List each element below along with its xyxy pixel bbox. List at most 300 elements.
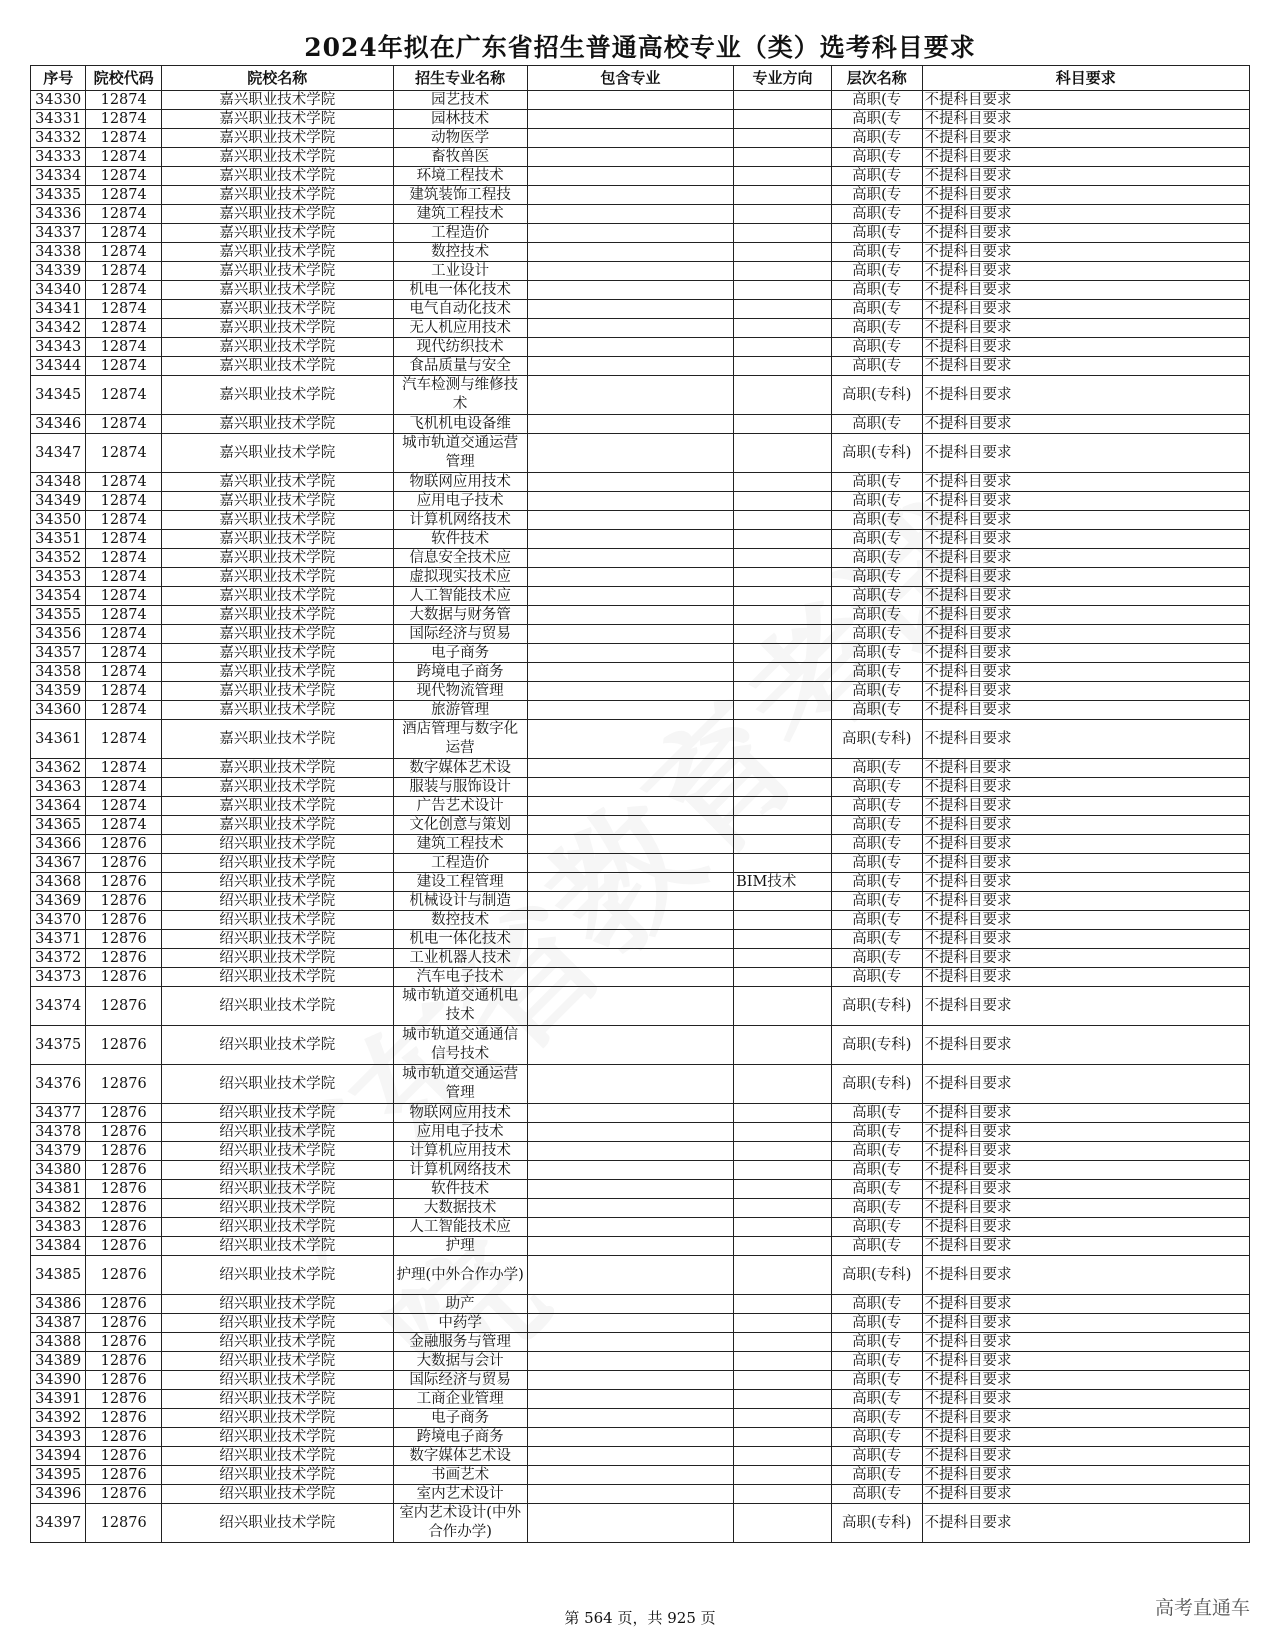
school-code-cell: 12874 [86,224,162,243]
seq-cell: 34350 [31,511,86,530]
level-cell: 高职(专 [831,129,922,148]
included-majors-cell [527,1199,734,1218]
seq-cell: 34386 [31,1295,86,1314]
table-row [31,587,1250,606]
level-cell: 高职(专 [831,930,922,949]
major-name-cell: 大数据与财务管 [393,606,527,625]
major-direction-cell [734,1466,832,1485]
level-cell: 高职(专 [831,873,922,892]
major-name-cell: 跨境电子商务 [393,663,527,682]
school-name-cell: 绍兴职业技术学院 [161,1333,393,1352]
level-cell: 高职(专 [831,110,922,129]
school-code-cell: 12874 [86,492,162,511]
school-name-cell: 绍兴职业技术学院 [161,1428,393,1447]
included-majors-cell [527,1390,734,1409]
school-name-cell: 绍兴职业技术学院 [161,1352,393,1371]
major-direction-cell [734,1333,832,1352]
seq-cell: 34348 [31,473,86,492]
header-major-name: 招生专业名称 [393,66,527,91]
major-direction-cell [734,110,832,129]
subject-requirements-cell: 不提科目要求 [922,606,1249,625]
major-direction-cell [734,91,832,110]
included-majors-cell [527,949,734,968]
seq-cell: 34393 [31,1428,86,1447]
school-name-cell: 嘉兴职业技术学院 [161,492,393,511]
major-direction-cell: BIM技术 [734,873,832,892]
included-majors-cell [527,1026,734,1065]
table-row [31,892,1250,911]
table-row [31,1142,1250,1161]
school-code-cell: 12876 [86,1390,162,1409]
included-majors-cell [527,816,734,835]
school-code-cell: 12876 [86,1199,162,1218]
included-majors-cell [527,701,734,720]
included-majors-cell [527,930,734,949]
school-code-cell: 12874 [86,625,162,644]
level-cell: 高职(专 [831,511,922,530]
included-majors-cell [527,644,734,663]
major-name-cell: 汽车检测与维修技术 [393,376,527,415]
seq-cell: 34390 [31,1371,86,1390]
table-row [31,1447,1250,1466]
subject-requirements-cell: 不提科目要求 [922,129,1249,148]
included-majors-cell [527,1428,734,1447]
major-name-cell: 工业机器人技术 [393,949,527,968]
table-row [31,357,1250,376]
school-code-cell: 12876 [86,854,162,873]
school-name-cell: 绍兴职业技术学院 [161,911,393,930]
included-majors-cell [527,1485,734,1504]
seq-cell: 34395 [31,1466,86,1485]
included-majors-cell [527,357,734,376]
table-row [31,1409,1250,1428]
subject-requirements-cell: 不提科目要求 [922,1104,1249,1123]
major-direction-cell [734,148,832,167]
school-code-cell: 12876 [86,1409,162,1428]
level-cell: 高职(专 [831,1485,922,1504]
level-cell: 高职(专 [831,892,922,911]
school-code-cell: 12876 [86,1065,162,1104]
level-cell: 高职(专科) [831,1256,922,1295]
included-majors-cell [527,1161,734,1180]
seq-cell: 34351 [31,530,86,549]
subject-requirements-cell: 不提科目要求 [922,1352,1249,1371]
school-name-cell: 嘉兴职业技术学院 [161,778,393,797]
level-cell: 高职(专 [831,1390,922,1409]
school-name-cell: 嘉兴职业技术学院 [161,625,393,644]
table-row [31,319,1250,338]
subject-requirements-cell: 不提科目要求 [922,300,1249,319]
school-name-cell: 嘉兴职业技术学院 [161,701,393,720]
major-direction-cell [734,682,832,701]
level-cell: 高职(专 [831,1237,922,1256]
school-name-cell: 绍兴职业技术学院 [161,1295,393,1314]
subject-requirements-cell: 不提科目要求 [922,682,1249,701]
major-name-cell: 建设工程管理 [393,873,527,892]
major-name-cell: 城市轨道交通运营管理 [393,1065,527,1104]
included-majors-cell [527,1447,734,1466]
major-name-cell: 机电一体化技术 [393,930,527,949]
school-name-cell: 嘉兴职业技术学院 [161,682,393,701]
seq-cell: 34339 [31,262,86,281]
level-cell: 高职(专 [831,968,922,987]
seq-cell: 34356 [31,625,86,644]
subject-requirements-cell: 不提科目要求 [922,625,1249,644]
included-majors-cell [527,1504,734,1543]
subject-requirements-cell: 不提科目要求 [922,148,1249,167]
school-code-cell: 12874 [86,243,162,262]
subject-requirements-cell: 不提科目要求 [922,281,1249,300]
level-cell: 高职(专 [831,644,922,663]
subject-requirements-cell: 不提科目要求 [922,1428,1249,1447]
major-direction-cell [734,949,832,968]
major-name-cell: 建筑装饰工程技 [393,186,527,205]
level-cell: 高职(专 [831,835,922,854]
subject-requirements-cell: 不提科目要求 [922,91,1249,110]
table-row [31,110,1250,129]
level-cell: 高职(专科) [831,1504,922,1543]
major-direction-cell [734,492,832,511]
major-name-cell: 室内艺术设计(中外合作办学) [393,1504,527,1543]
seq-cell: 34330 [31,91,86,110]
included-majors-cell [527,720,734,759]
seq-cell: 34364 [31,797,86,816]
level-cell: 高职(专 [831,606,922,625]
level-cell: 高职(专 [831,300,922,319]
major-name-cell: 食品质量与安全 [393,357,527,376]
seq-cell: 34394 [31,1447,86,1466]
subject-requirements-cell: 不提科目要求 [922,644,1249,663]
school-code-cell: 12874 [86,549,162,568]
subject-requirements-cell: 不提科目要求 [922,663,1249,682]
subject-requirements-cell: 不提科目要求 [922,778,1249,797]
school-code-cell: 12876 [86,968,162,987]
school-code-cell: 12874 [86,167,162,186]
table-row [31,281,1250,300]
seq-cell: 34346 [31,415,86,434]
school-code-cell: 12876 [86,1371,162,1390]
level-cell: 高职(专 [831,415,922,434]
major-name-cell: 广告艺术设计 [393,797,527,816]
major-direction-cell [734,1295,832,1314]
seq-cell: 34335 [31,186,86,205]
major-name-cell: 机电一体化技术 [393,281,527,300]
major-name-cell: 国际经济与贸易 [393,625,527,644]
school-code-cell: 12874 [86,357,162,376]
table-row [31,1390,1250,1409]
table-row [31,1218,1250,1237]
seq-cell: 34381 [31,1180,86,1199]
school-name-cell: 嘉兴职业技术学院 [161,243,393,262]
included-majors-cell [527,1180,734,1199]
table-row [31,625,1250,644]
included-majors-cell [527,281,734,300]
school-name-cell: 嘉兴职业技术学院 [161,186,393,205]
level-cell: 高职(专 [831,262,922,281]
major-name-cell: 工业设计 [393,262,527,281]
major-direction-cell [734,625,832,644]
level-cell: 高职(专 [831,338,922,357]
school-code-cell: 12876 [86,1352,162,1371]
seq-cell: 34372 [31,949,86,968]
major-name-cell: 电气自动化技术 [393,300,527,319]
level-cell: 高职(专 [831,816,922,835]
subject-requirements-cell: 不提科目要求 [922,720,1249,759]
subject-requirements-cell: 不提科目要求 [922,1485,1249,1504]
major-direction-cell [734,759,832,778]
seq-cell: 34341 [31,300,86,319]
seq-cell: 34371 [31,930,86,949]
major-name-cell: 计算机应用技术 [393,1142,527,1161]
major-name-cell: 金融服务与管理 [393,1333,527,1352]
subject-requirements-cell: 不提科目要求 [922,873,1249,892]
school-code-cell: 12876 [86,1314,162,1333]
included-majors-cell [527,911,734,930]
included-majors-cell [527,434,734,473]
school-code-cell: 12876 [86,1161,162,1180]
level-cell: 高职(专 [831,682,922,701]
seq-cell: 34370 [31,911,86,930]
school-code-cell: 12876 [86,1485,162,1504]
major-name-cell: 汽车电子技术 [393,968,527,987]
major-name-cell: 建筑工程技术 [393,205,527,224]
level-cell: 高职(专 [831,663,922,682]
major-direction-cell [734,968,832,987]
level-cell: 高职(专 [831,625,922,644]
seq-cell: 34355 [31,606,86,625]
subject-requirements-cell: 不提科目要求 [922,1123,1249,1142]
table-header-row [31,66,1250,91]
included-majors-cell [527,473,734,492]
level-cell: 高职(专 [831,530,922,549]
included-majors-cell [527,549,734,568]
major-direction-cell [734,357,832,376]
page-title: 2024年拟在广东省招生普通高校专业（类）选考科目要求 [304,33,976,62]
subject-requirements-cell: 不提科目要求 [922,243,1249,262]
table-row [31,854,1250,873]
school-name-cell: 绍兴职业技术学院 [161,835,393,854]
included-majors-cell [527,319,734,338]
school-name-cell: 嘉兴职业技术学院 [161,319,393,338]
school-name-cell: 嘉兴职业技术学院 [161,587,393,606]
subject-requirements-cell: 不提科目要求 [922,930,1249,949]
header-subject-requirements: 科目要求 [922,66,1249,91]
major-direction-cell [734,205,832,224]
level-cell: 高职(专 [831,473,922,492]
school-code-cell: 12876 [86,1447,162,1466]
major-direction-cell [734,1104,832,1123]
seq-cell: 34383 [31,1218,86,1237]
seq-cell: 34334 [31,167,86,186]
table-row [31,129,1250,148]
header-level: 层次名称 [831,66,922,91]
level-cell: 高职(专 [831,797,922,816]
included-majors-cell [527,243,734,262]
major-direction-cell [734,1504,832,1543]
subject-requirements-cell: 不提科目要求 [922,473,1249,492]
table-row [31,720,1250,759]
major-direction-cell [734,1218,832,1237]
seq-cell: 34376 [31,1065,86,1104]
table-row [31,492,1250,511]
school-code-cell: 12874 [86,281,162,300]
included-majors-cell [527,1123,734,1142]
seq-cell: 34391 [31,1390,86,1409]
included-majors-cell [527,300,734,319]
included-majors-cell [527,1333,734,1352]
table-row [31,911,1250,930]
seq-cell: 34374 [31,987,86,1026]
school-code-cell: 12876 [86,1180,162,1199]
included-majors-cell [527,682,734,701]
school-code-cell: 12876 [86,949,162,968]
table-row [31,186,1250,205]
major-name-cell: 服装与服饰设计 [393,778,527,797]
seq-cell: 34352 [31,549,86,568]
school-name-cell: 嘉兴职业技术学院 [161,357,393,376]
subject-requirements-cell: 不提科目要求 [922,759,1249,778]
subject-requirements-cell: 不提科目要求 [922,568,1249,587]
major-name-cell: 物联网应用技术 [393,1104,527,1123]
major-direction-cell [734,797,832,816]
school-code-cell: 12874 [86,797,162,816]
subject-requirements-cell: 不提科目要求 [922,1409,1249,1428]
seq-cell: 34354 [31,587,86,606]
table-row [31,243,1250,262]
major-name-cell: 工程造价 [393,854,527,873]
school-code-cell: 12876 [86,1256,162,1295]
subject-requirements-cell: 不提科目要求 [922,376,1249,415]
included-majors-cell [527,1218,734,1237]
included-majors-cell [527,376,734,415]
school-name-cell: 嘉兴职业技术学院 [161,549,393,568]
major-direction-cell [734,1123,832,1142]
major-direction-cell [734,338,832,357]
table-row [31,1352,1250,1371]
school-code-cell: 12876 [86,911,162,930]
table-row [31,1466,1250,1485]
seq-cell: 34385 [31,1256,86,1295]
included-majors-cell [527,1104,734,1123]
included-majors-cell [527,530,734,549]
school-name-cell: 嘉兴职业技术学院 [161,281,393,300]
major-name-cell: 城市轨道交通运营管理 [393,434,527,473]
major-name-cell: 工程造价 [393,224,527,243]
major-name-cell: 中药学 [393,1314,527,1333]
seq-cell: 34359 [31,682,86,701]
table-row [31,1180,1250,1199]
header-seq: 序号 [31,66,86,91]
school-name-cell: 绍兴职业技术学院 [161,1065,393,1104]
table-row [31,1428,1250,1447]
level-cell: 高职(专 [831,167,922,186]
school-code-cell: 12876 [86,1104,162,1123]
school-name-cell: 绍兴职业技术学院 [161,892,393,911]
level-cell: 高职(专 [831,949,922,968]
school-name-cell: 绍兴职业技术学院 [161,1104,393,1123]
school-code-cell: 12874 [86,720,162,759]
school-code-cell: 12874 [86,319,162,338]
major-direction-cell [734,987,832,1026]
major-direction-cell [734,1180,832,1199]
seq-cell: 34377 [31,1104,86,1123]
seq-cell: 34366 [31,835,86,854]
seq-cell: 34353 [31,568,86,587]
level-cell: 高职(专 [831,1161,922,1180]
school-code-cell: 12876 [86,1026,162,1065]
seq-cell: 34365 [31,816,86,835]
major-direction-cell [734,606,832,625]
included-majors-cell [527,625,734,644]
level-cell: 高职(专科) [831,434,922,473]
table-row [31,987,1250,1026]
seq-cell: 34368 [31,873,86,892]
major-direction-cell [734,1314,832,1333]
school-name-cell: 嘉兴职业技术学院 [161,816,393,835]
major-direction-cell [734,376,832,415]
major-name-cell: 应用电子技术 [393,1123,527,1142]
seq-cell: 34389 [31,1352,86,1371]
seq-cell: 34384 [31,1237,86,1256]
included-majors-cell [527,778,734,797]
major-name-cell: 大数据与会计 [393,1352,527,1371]
school-name-cell: 嘉兴职业技术学院 [161,300,393,319]
major-name-cell: 园艺技术 [393,91,527,110]
subject-requirements-cell: 不提科目要求 [922,1295,1249,1314]
table-row [31,873,1250,892]
school-name-cell: 嘉兴职业技术学院 [161,110,393,129]
subject-requirements-cell: 不提科目要求 [922,1142,1249,1161]
major-name-cell: 建筑工程技术 [393,835,527,854]
seq-cell: 34387 [31,1314,86,1333]
school-name-cell: 嘉兴职业技术学院 [161,434,393,473]
subject-requirements-cell: 不提科目要求 [922,186,1249,205]
header-included-majors: 包含专业 [527,66,734,91]
school-name-cell: 绍兴职业技术学院 [161,854,393,873]
table-row [31,968,1250,987]
major-name-cell: 数控技术 [393,911,527,930]
seq-cell: 34336 [31,205,86,224]
included-majors-cell [527,415,734,434]
major-name-cell: 现代纺织技术 [393,338,527,357]
level-cell: 高职(专 [831,1142,922,1161]
table-row [31,816,1250,835]
school-code-cell: 12874 [86,511,162,530]
table-row [31,663,1250,682]
included-majors-cell [527,91,734,110]
table-row [31,549,1250,568]
major-name-cell: 国际经济与贸易 [393,1371,527,1390]
level-cell: 高职(专科) [831,376,922,415]
seq-cell: 34363 [31,778,86,797]
level-cell: 高职(专 [831,281,922,300]
subject-requirements-cell: 不提科目要求 [922,205,1249,224]
included-majors-cell [527,759,734,778]
school-code-cell: 12876 [86,1237,162,1256]
table-row [31,797,1250,816]
table-row [31,835,1250,854]
major-name-cell: 物联网应用技术 [393,473,527,492]
school-code-cell: 12874 [86,376,162,415]
subject-requirements-cell: 不提科目要求 [922,1256,1249,1295]
school-code-cell: 12876 [86,892,162,911]
major-direction-cell [734,911,832,930]
school-name-cell: 绍兴职业技术学院 [161,949,393,968]
school-name-cell: 绍兴职业技术学院 [161,1485,393,1504]
major-direction-cell [734,1237,832,1256]
table-row [31,949,1250,968]
table-row [31,1314,1250,1333]
